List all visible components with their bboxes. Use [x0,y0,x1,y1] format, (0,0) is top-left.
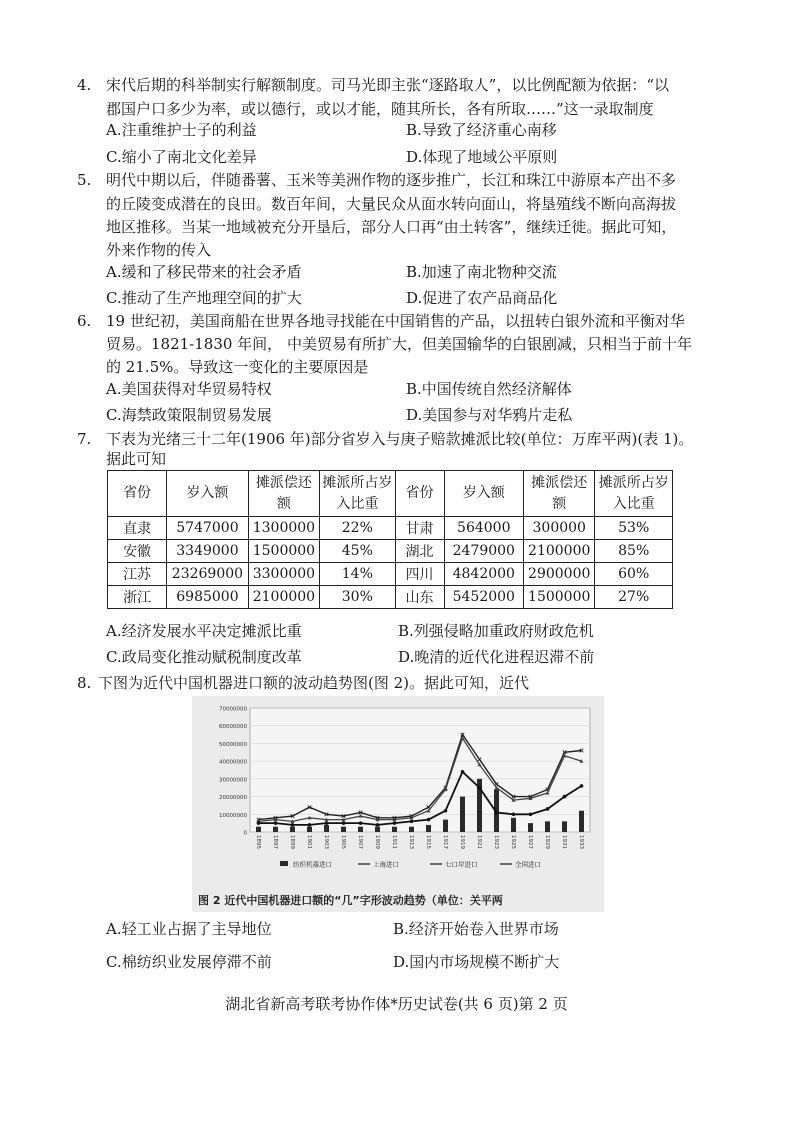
question-number: 6. [77,312,92,330]
question-number: 7. [77,430,92,448]
x-tick-label: 1927 [527,835,533,849]
bar-textile-machinery [426,825,431,832]
table-header: 省份 [108,471,167,517]
option-d[interactable]: D.晚清的近代化进程迟滞不前 [398,648,595,666]
series-point [461,770,465,774]
table-cell: 2100000 [248,586,319,609]
x-tick-label: 1905 [340,835,346,849]
series-point [274,821,278,825]
question-text-line: 据此可知 [106,450,167,468]
bar-textile-machinery [511,818,516,832]
question-text-line: 明代中期以后，伴随番薯、玉米等美洲作物的逐步推广，长江和珠江中游原本产出不多 [106,171,677,189]
series-point [291,823,295,827]
option-d[interactable]: D.体现了地域公平原则 [406,148,558,166]
table-header: 摊派所占岁入比重 [595,471,673,517]
option-a[interactable]: A.经济发展水平决定摊派比重 [106,622,302,640]
option-a[interactable]: A.注重维护士子的利益 [106,121,257,139]
question-text-line: 下表为光绪三十二年(1906 年)部分省岁入与庚子赔款摊派比较(单位：万库平两)(表 1)。 [106,430,694,448]
bar-textile-machinery [460,797,465,832]
table-cell: 四川 [395,563,444,586]
legend-swatch [280,861,288,866]
option-c[interactable]: C.推动了生产地理空间的扩大 [106,289,302,307]
x-tick-label: 1931 [561,835,567,849]
series-point [325,821,329,825]
table-cell: 6985000 [167,586,249,609]
y-tick-label: 30000000 [219,777,247,784]
series-point [580,784,584,788]
table-cell: 湖北 [395,540,444,563]
table-cell: 300000 [524,517,595,540]
legend-label: 纺织机器进口 [293,860,332,869]
option-d[interactable]: D.国内市场规模不断扩大 [393,953,560,971]
option-a[interactable]: A.美国获得对华贸易特权 [106,380,272,398]
table-header: 摊派偿还额 [248,471,319,517]
series-point [393,821,397,825]
table-header: 岁入额 [167,471,249,517]
table-cell: 安徽 [108,540,167,563]
table-cell: 浙江 [108,586,167,609]
option-d[interactable]: D.美国参与对华鸦片走私 [406,406,573,424]
table-cell: 1500000 [248,540,319,563]
table-cell: 5747000 [167,517,249,540]
table-header: 岁入额 [444,471,524,517]
x-tick-label: 1911 [391,835,397,849]
bar-textile-machinery [324,825,329,832]
y-tick-label: 0 [243,830,247,837]
question-number: 8. [77,674,92,692]
bar-textile-machinery [409,827,414,832]
x-tick-label: 1901 [306,835,312,849]
x-tick-label: 1933 [578,835,584,849]
option-d[interactable]: D.促进了农产品商品化 [406,289,558,307]
x-tick-label: 1917 [442,835,448,849]
question-text-line: 外来作物的传入 [106,241,212,259]
series-point [257,821,261,825]
option-c[interactable]: C.海禁政策限制贸易发展 [106,406,272,424]
option-a[interactable]: A.缓和了移民带来的社会矛盾 [106,263,302,281]
table-row [108,517,673,540]
series-point [410,820,414,824]
question-text-line: 地区推移。当某一地域被充分开垦后，部分人口再“由土转客”，继续迁徙。据此可知， [106,218,677,236]
table-cell: 2100000 [524,540,595,563]
y-tick-label: 10000000 [219,812,247,819]
table-cell: 2900000 [524,563,595,586]
series-point [546,807,550,811]
legend-label: 上海进口 [373,860,399,869]
option-c[interactable]: C.缩小了南北文化差异 [106,148,257,166]
series-point [376,823,380,827]
x-tick-label: 1923 [493,835,499,849]
legend-label: 七口岸进口 [445,860,478,869]
plot-area [250,708,590,832]
option-c[interactable]: C.政局变化推动赋税制度改革 [106,648,302,666]
x-tick-label: 1919 [459,835,465,849]
table-cell: 4842000 [444,563,524,586]
table-cell: 1500000 [524,586,595,609]
chart-caption: 图 2 近代中国机器进口额的“几”字形波动趋势（单位：关平两 [198,894,503,907]
bar-textile-machinery [562,821,567,832]
option-b[interactable]: B.中国传统自然经济解体 [406,380,572,398]
question-text-line: 的丘陵变成潜在的良田。数百年间，大量民众从面水转向面山，将垦殖线不断向高海拔 [106,195,677,213]
question-number: 4. [77,76,92,94]
table-header: 摊派偿还额 [524,471,595,517]
bar-textile-machinery [341,827,346,832]
table-cell: 60% [595,563,673,586]
x-tick-label: 1921 [476,835,482,849]
x-tick-label: 1899 [289,835,295,849]
table-cell: 27% [595,586,673,609]
option-b[interactable]: B.经济开始卷入世界市场 [393,920,559,938]
bar-textile-machinery [273,827,278,832]
machinery-import-chart [192,696,604,912]
x-tick-label: 1929 [544,835,550,849]
bar-textile-machinery [528,823,533,832]
x-tick-label: 1909 [374,835,380,849]
option-b[interactable]: B.列强侵略加重政府财政危机 [398,622,594,640]
question-number: 5. [77,171,92,189]
table-row [108,586,673,609]
table-cell: 53% [595,517,673,540]
table-header: 摊派所占岁入比重 [320,471,395,517]
bar-textile-machinery [256,827,261,832]
option-b[interactable]: B.导致了经济重心南移 [406,121,557,139]
series-point [427,818,431,822]
option-a[interactable]: A.轻工业占据了主导地位 [106,920,272,938]
table-cell: 2479000 [444,540,524,563]
table-cell: 22% [320,517,395,540]
series-point [308,823,312,827]
series-point [444,809,448,813]
series-point [359,821,363,825]
table-cell: 14% [320,563,395,586]
table-cell: 江苏 [108,563,167,586]
series-point [512,812,516,816]
y-tick-label: 20000000 [219,795,247,802]
question-text-line: 贸易。1821-1830 年间， 中美贸易有所扩大，但美国输华的白银剧减，只相当于前十年 [106,335,692,353]
table-header: 省份 [395,471,444,517]
table-cell: 5452000 [444,586,524,609]
series-point [563,795,567,799]
y-tick-label: 50000000 [219,741,247,748]
bar-textile-machinery [290,827,295,832]
question-text-line: 下图为近代中国机器进口额的波动趋势图(图 2)。据此可知，近代 [98,674,530,692]
x-tick-label: 1925 [510,835,516,849]
table-cell: 564000 [444,517,524,540]
revenue-table [107,470,673,609]
table-cell: 3300000 [248,563,319,586]
option-c[interactable]: C.棉纺织业发展停滞不前 [106,953,272,971]
series-point [529,812,533,816]
bar-textile-machinery [307,827,312,832]
table-cell: 30% [320,586,395,609]
bar-textile-machinery [392,827,397,832]
chart-svg [192,696,604,912]
page-footer: 湖北省新高考联考协作体*历史试卷(共 6 页)第 2 页 [225,995,568,1013]
table-cell: 直隶 [108,517,167,540]
table-cell: 45% [320,540,395,563]
question-text-line: 郡国户口多少为率，或以德行，或以才能，随其所长，各有所取……”这一录取制度 [106,100,654,118]
table-cell: 85% [595,540,673,563]
series-point [495,811,499,815]
bar-textile-machinery [375,827,380,832]
legend-label: 全国进口 [515,860,541,869]
bar-textile-machinery [545,821,550,832]
bar-textile-machinery [358,827,363,832]
option-b[interactable]: B.加速了南北物种交流 [406,263,557,281]
table-header-row [108,471,673,517]
series-point [478,786,482,790]
x-tick-label: 1913 [408,835,414,849]
y-tick-label: 60000000 [219,724,247,731]
table-cell: 3349000 [167,540,249,563]
y-tick-label: 70000000 [219,706,247,713]
y-tick-label: 40000000 [219,759,247,766]
question-text-line: 19 世纪初，美国商船在世界各地寻找能在中国销售的产品，以扭转白银外流和平衡对华 [106,312,685,330]
x-tick-label: 1915 [425,835,431,849]
series-point [342,821,346,825]
x-tick-label: 1897 [272,835,278,849]
table-row [108,540,673,563]
table-cell: 23269000 [167,563,249,586]
table-row [108,563,673,586]
bar-textile-machinery [443,820,448,832]
bar-textile-machinery [579,811,584,832]
question-text-line: 宋代后期的科举制实行解额制度。司马光即主张“逐路取人”，以比例配额为依据：“以 [106,76,670,94]
question-text-line: 的 21.5%。导致这一变化的主要原因是 [106,358,369,376]
table-cell: 山东 [395,586,444,609]
x-tick-label: 1903 [323,835,329,849]
table-cell: 1300000 [248,517,319,540]
x-tick-label: 1907 [357,835,363,849]
table-cell: 甘肃 [395,517,444,540]
x-tick-label: 1895 [255,835,261,849]
